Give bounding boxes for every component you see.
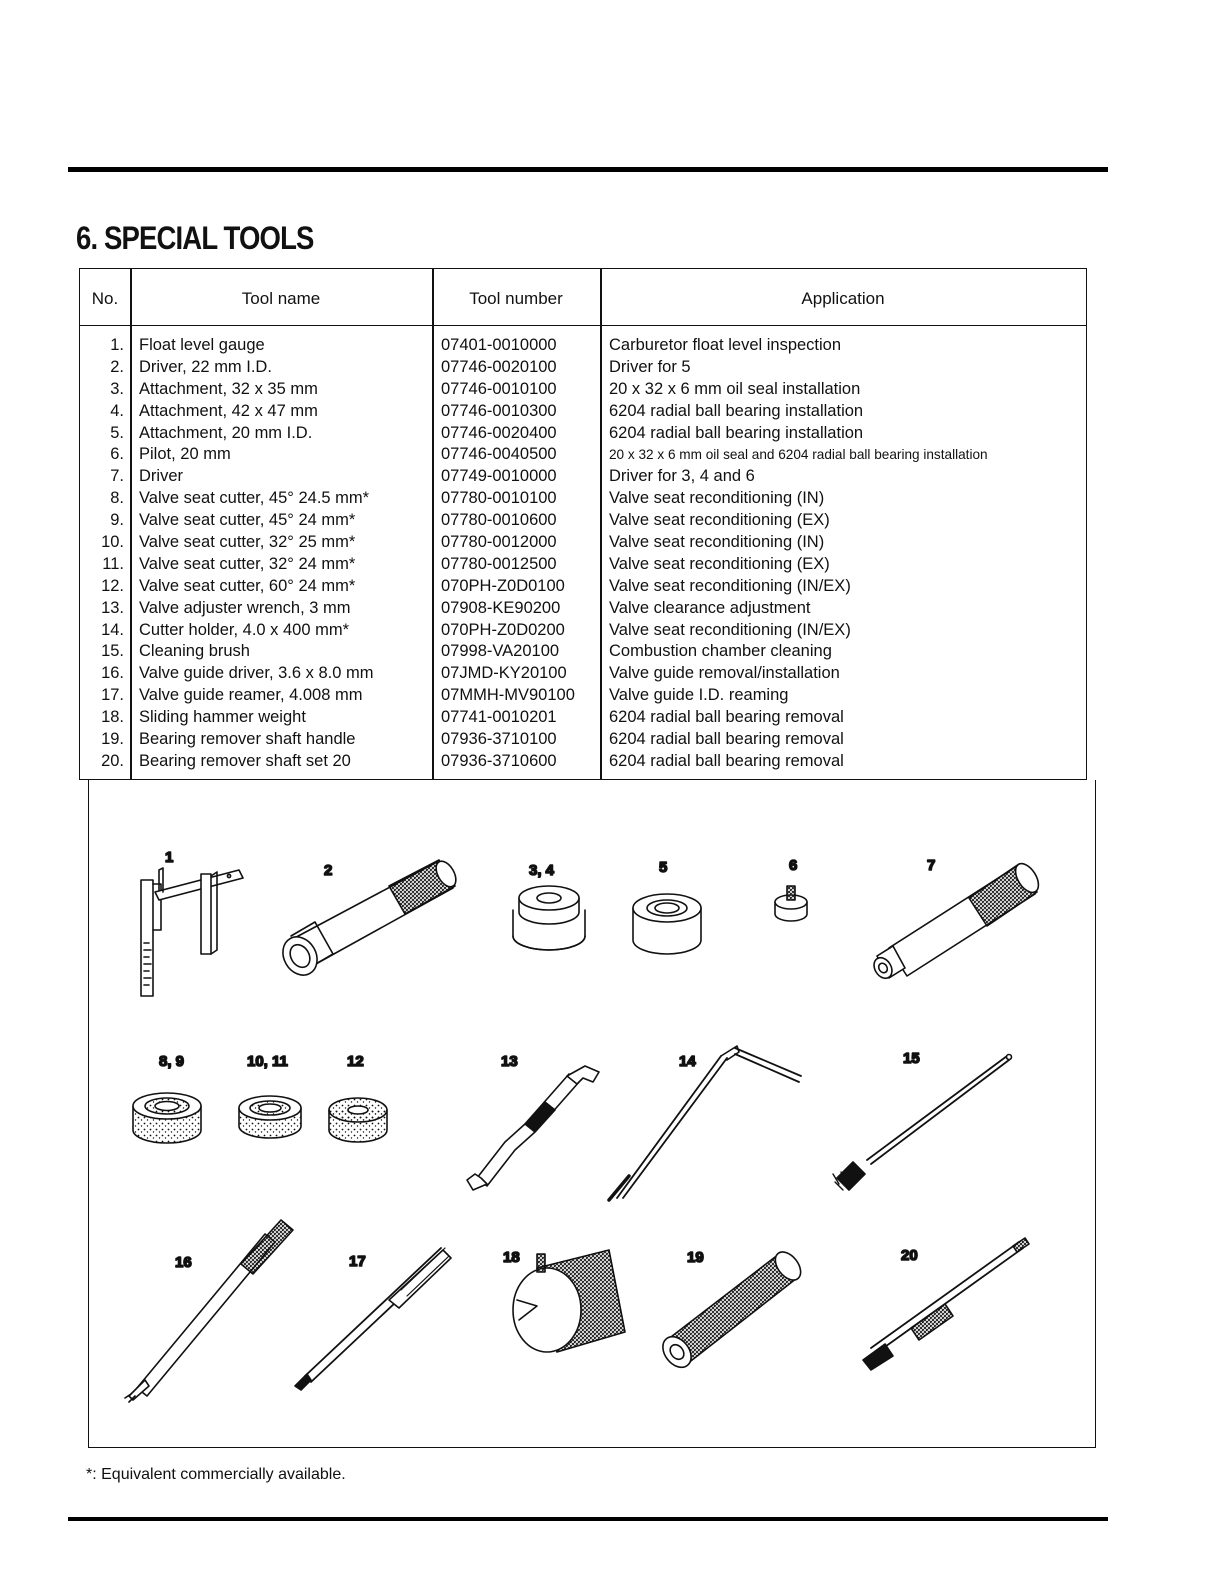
bearing-remover-shaft-drawing [863, 1238, 1029, 1370]
header-application: Application [801, 289, 885, 308]
valve-seat-cutter-medium-drawing [239, 1096, 301, 1138]
illustration-label: 15 [903, 1050, 920, 1067]
table-row: 20. Bearing remover shaft set 20 07936-3710600 6204 radial ball bearing removal [101, 751, 844, 770]
valve-guide-reamer-drawing [295, 1248, 451, 1390]
illustration-label: 12 [347, 1053, 364, 1070]
illustration-label: 10, 11 [247, 1053, 288, 1070]
cleaning-brush-drawing [833, 1055, 1012, 1191]
illustration-label: 17 [349, 1253, 366, 1270]
table-row: 19. Bearing remover shaft handle 07936-3710100 6204 radial ball bearing removal [101, 730, 844, 749]
attachment-drawing [513, 886, 585, 950]
header-tool-number: Tool number [469, 289, 563, 308]
table-row: 10. Valve seat cutter, 32° 25 mm* 07780-0012000 Valve seat reconditioning (IN) [101, 533, 825, 552]
illustration-label: 19 [687, 1249, 704, 1266]
table-row: 14. Cutter holder, 4.0 x 400 mm* 070PH-Z0D0200 Valve seat reconditioning (IN/EX) [101, 620, 851, 639]
illustration-label: 5 [659, 859, 668, 876]
pilot-drawing [775, 886, 807, 921]
header-divider [600, 269, 602, 326]
header-tool-name: Tool name [241, 289, 321, 308]
table-header [80, 269, 1086, 326]
bottom-rule [68, 1517, 1108, 1521]
illustration-label: 13 [501, 1053, 518, 1070]
tool-illustrations [88, 780, 1096, 1448]
illustration-label: 16 [175, 1254, 192, 1271]
float-level-gauge-drawing [141, 868, 243, 996]
table-row: 2. Driver, 22 mm I.D. 07746-0020100 Driver for 5 [110, 357, 691, 376]
table-row: 11. Valve seat cutter, 32° 24 mm* 07780-0012500 Valve seat reconditioning (EX) [102, 554, 830, 573]
table-row: 16. Valve guide driver, 3.6 x 8.0 mm 07JMD-KY20100 Valve guide removal/installation [101, 664, 840, 683]
illustration-label: 14 [679, 1053, 696, 1070]
table-row: 12. Valve seat cutter, 60° 24 mm* 070PH-Z0D0100 Valve seat reconditioning (IN/EX) [101, 576, 851, 595]
table-row: 1. Float level gauge 07401-0010000 Carburetor float level inspection [110, 336, 842, 354]
illustration-label: 3, 4 [529, 862, 555, 879]
table-row: 7. Driver 07749-0010000 Driver for 3, 4 and 6 [110, 467, 755, 486]
driver-22mm-drawing [276, 858, 460, 981]
table-row: 3. Attachment, 32 x 35 mm 07746-0010100 20 x 32 x 6 mm oil seal installation [110, 379, 861, 398]
table-row: 6. Pilot, 20 mm 07746-0040500 20 x 32 x 6 mm oil seal and 6204 radial ball bearing installation [110, 445, 988, 464]
valve-guide-driver-drawing [125, 1220, 293, 1402]
header-no: No. [91, 289, 119, 308]
table-row: 8. Valve seat cutter, 45° 24.5 mm* 07780-0010100 Valve seat reconditioning (IN) [110, 489, 825, 508]
table-row: 9. Valve seat cutter, 45° 24 mm* 07780-0010600 Valve seat reconditioning (EX) [110, 511, 830, 530]
illustration-label: 2 [324, 862, 333, 879]
illustration-label: 1 [165, 849, 174, 866]
page-title: 6. SPECIAL TOOLS [76, 220, 314, 256]
bearing-remover-handle-drawing [657, 1247, 806, 1373]
table-row: 13. Valve adjuster wrench, 3 mm 07908-KE90200 Valve clearance adjustment [101, 598, 811, 617]
valve-seat-cutter-large-drawing [133, 1093, 201, 1143]
table-body [80, 335, 1086, 773]
valve-seat-cutter-60-drawing [329, 1098, 387, 1142]
illustration-label: 18 [503, 1249, 520, 1266]
driver-drawing [870, 860, 1043, 982]
attachment-20mm-drawing [633, 894, 701, 954]
table-row: 17. Valve guide reamer, 4.008 mm 07MMH-MV90100 Valve guide I.D. reaming [101, 686, 789, 705]
top-rule [68, 167, 1108, 172]
table-row: 5. Attachment, 20 mm I.D. 07746-0020400 6204 radial ball bearing installation [110, 423, 864, 442]
cutter-holder-drawing [609, 1046, 801, 1200]
valve-adjuster-wrench-drawing [467, 1066, 599, 1190]
tools-table [79, 268, 1087, 780]
illustration-label: 8, 9 [159, 1053, 185, 1070]
sliding-hammer-weight-drawing [513, 1250, 625, 1352]
table-row: 15. Cleaning brush 07998-VA20100 Combustion chamber cleaning [101, 642, 832, 661]
illustration-label: 7 [927, 857, 936, 874]
footnote: *: Equivalent commercially available. [86, 1466, 346, 1483]
illustration-label: 6 [789, 857, 798, 874]
table-row: 4. Attachment, 42 x 47 mm 07746-0010300 6204 radial ball bearing installation [110, 401, 864, 420]
table-row: 18. Sliding hammer weight 07741-0010201 6204 radial ball bearing removal [101, 708, 844, 727]
illustration-label: 20 [901, 1247, 918, 1264]
